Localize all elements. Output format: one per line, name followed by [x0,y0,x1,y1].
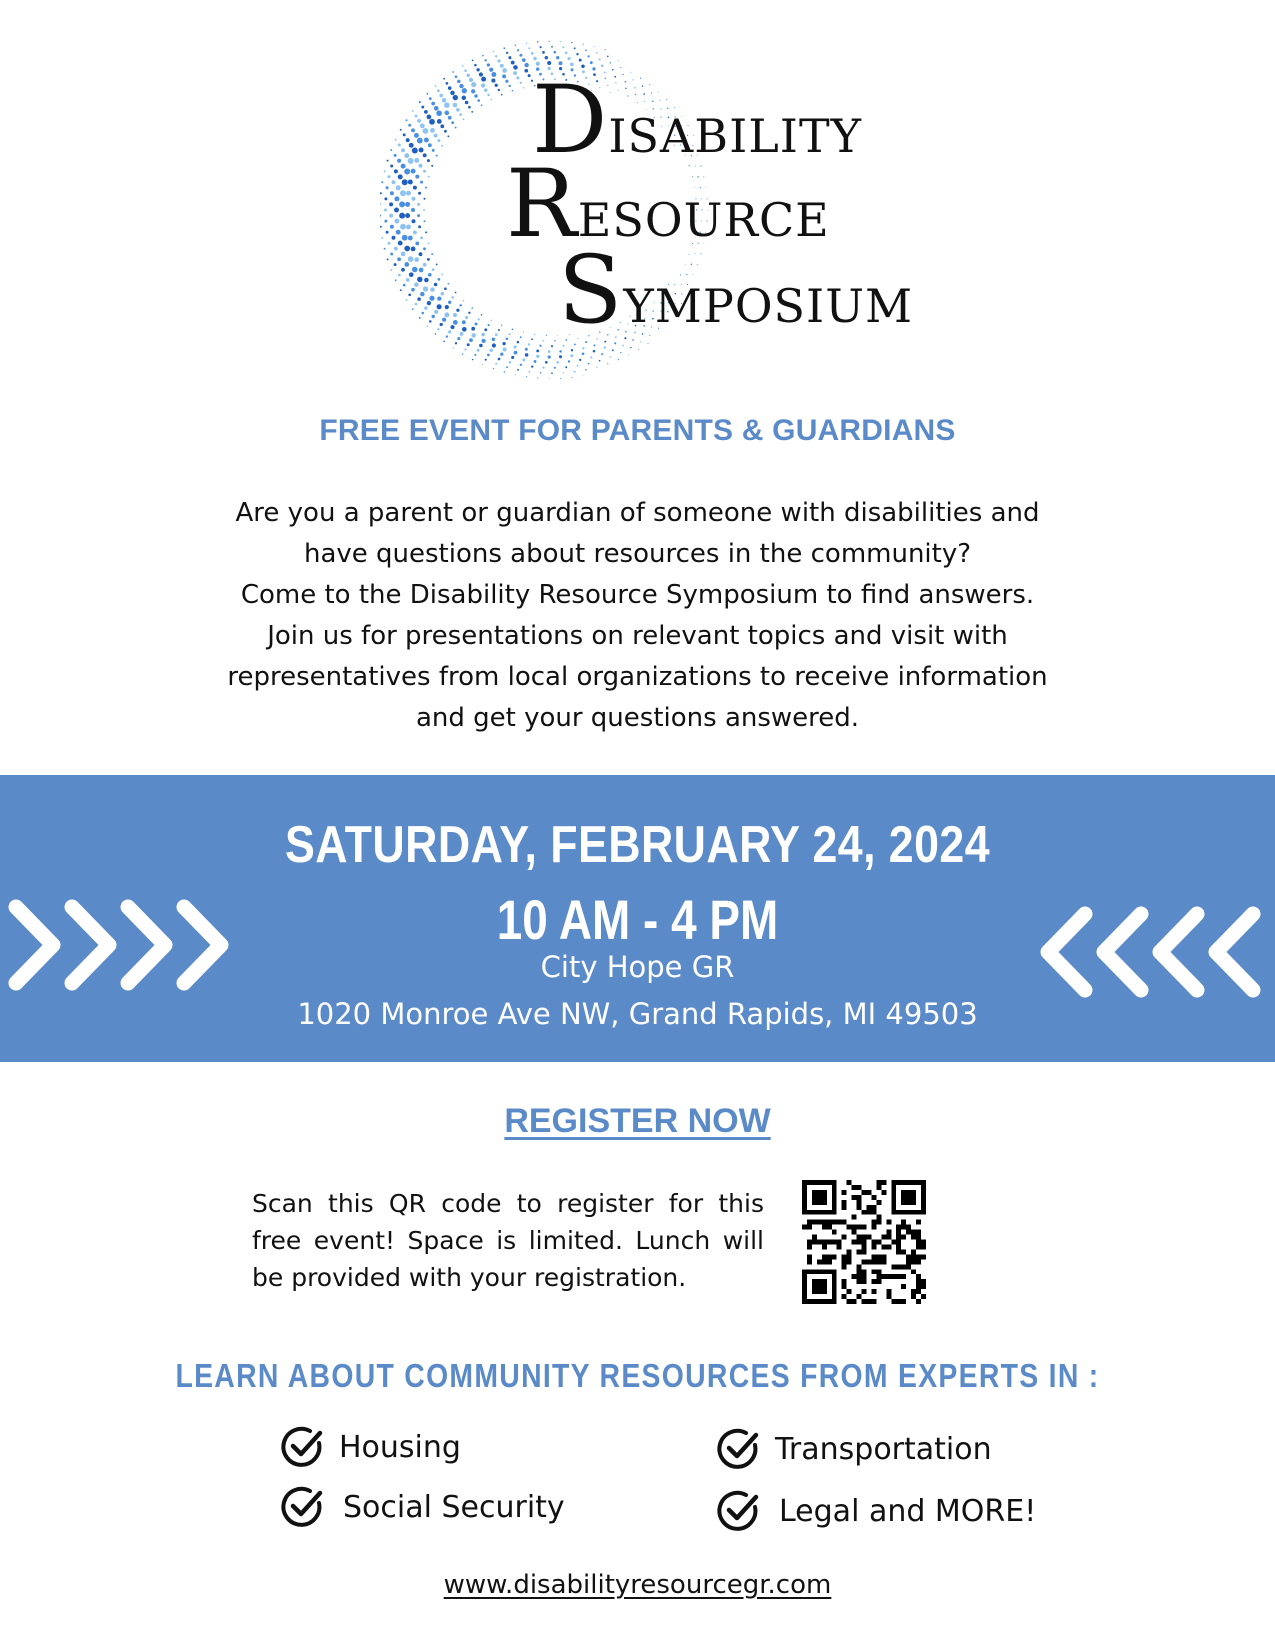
check-circle-icon [715,1488,761,1534]
check-circle-icon [279,1484,325,1530]
scan-instructions: Scan this QR code to register for this free event! Space is limited. Lunch will be provided with your registration. [252,1189,764,1292]
intro-paragraph [130,493,1145,739]
topic-legal [715,1488,1036,1534]
register-section [0,1102,1275,1141]
chevrons-left-icon [1040,902,1270,1002]
topic-social-security [279,1484,565,1530]
intro-line: Come to the Disability Resource Symposium to find answers. [240,580,1035,610]
intro-line: Are you a parent or guardian of someone with disabilities and [235,498,1040,528]
topic-label: Transportation [775,1431,992,1467]
logo [380,38,914,388]
topic-label: Social Security [343,1489,565,1525]
check-circle-icon [715,1426,761,1472]
topic-label: Housing [339,1429,461,1465]
event-venue: City Hope GR [540,950,735,984]
intro-line: representatives from local organizations to receive information [227,662,1048,692]
logo-word-disability: DISABILITY [532,66,863,175]
topic-label: Legal and MORE! [779,1493,1037,1529]
intro-line: Join us for presentations on relevant topics and visit with [267,621,1008,651]
website-link[interactable]: www.disabilityresourcegr.com [443,1570,832,1600]
register-now-link[interactable]: REGISTER NOW [504,1102,771,1140]
event-date: SATURDAY, FEBRUARY 24, 2024 [284,816,991,874]
topic-transportation [715,1426,992,1472]
headline: FREE EVENT FOR PARENTS & GUARDIANS [319,414,956,447]
intro-line: and get your questions answered. [415,703,860,733]
learn-heading: LEARN ABOUT COMMUNITY RESOURCES FROM EXPERTS IN : [175,1357,1100,1394]
qr-code-icon[interactable] [802,1180,926,1304]
logo-word-resource: RESOURCE [506,150,830,259]
topic-housing [279,1424,461,1470]
event-details-band [0,775,1275,1062]
event-address: 1020 Monroe Ave NW, Grand Rapids, MI 49503 [297,997,978,1031]
event-time: 10 AM - 4 PM [496,888,779,951]
intro-line: have questions about resources in the community? [303,539,972,569]
logo-wordmark [380,38,914,388]
logo-word-symposium: SYMPOSIUM [558,236,914,345]
website-footer [0,1570,1275,1600]
check-circle-icon [279,1424,325,1470]
